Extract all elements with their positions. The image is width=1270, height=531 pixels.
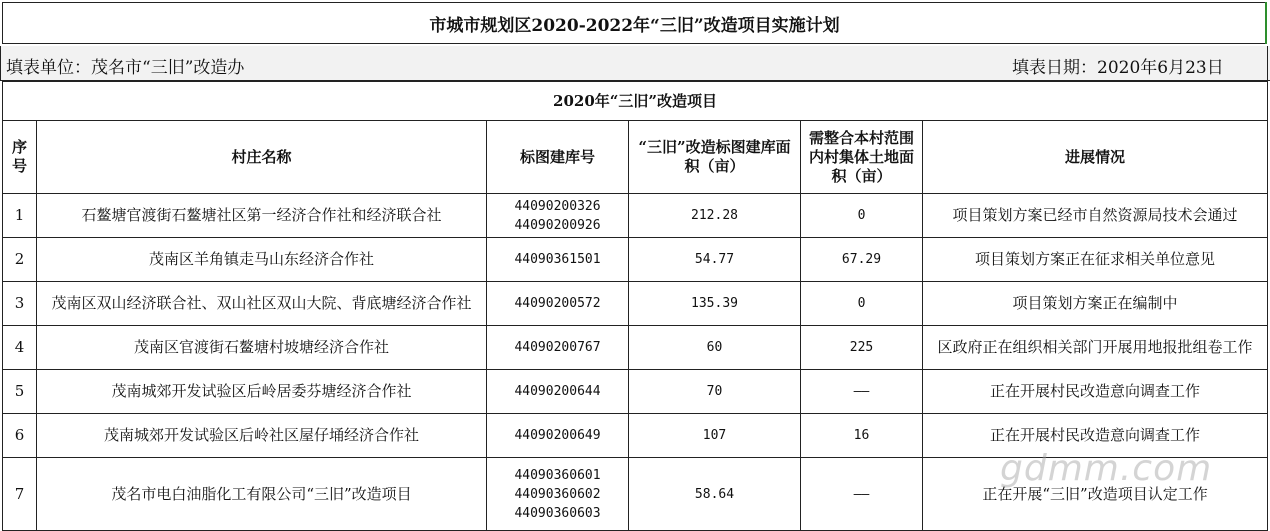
table-row <box>3 238 1268 282</box>
section-title-row <box>3 82 1268 121</box>
cell-area1: 70 <box>629 370 801 414</box>
cell-area1: 60 <box>629 326 801 370</box>
cell-area1: 54.77 <box>629 238 801 282</box>
unit-date-row <box>0 46 1270 81</box>
cell-codes <box>487 326 629 370</box>
cell-village: 茂南城郊开发试验区后岭社区屋仔埇经济合作社 <box>37 414 487 458</box>
cell-area1: 58.64 <box>629 458 801 531</box>
watermark: gdmm.com <box>1000 448 1213 489</box>
code-line: 44090200644 <box>514 384 601 399</box>
cell-village: 茂名市电白油脂化工有限公司“三旧”改造项目 <box>37 458 487 531</box>
cell-seq: 2 <box>3 238 37 282</box>
table-row <box>3 414 1268 458</box>
cell-seq: 5 <box>3 370 37 414</box>
code-line: 44090360602 <box>514 486 601 502</box>
header-area2: 需整合本村范围内村集体土地面积（亩） <box>801 121 923 194</box>
header-code: 标图建库号 <box>487 121 629 194</box>
header-village: 村庄名称 <box>37 121 487 194</box>
cell-area2: 16 <box>801 414 923 458</box>
cell-village: 茂南区羊角镇走马山东经济合作社 <box>37 238 487 282</box>
header-area1: “三旧”改造标图建库面积（亩） <box>629 121 801 194</box>
cell-progress: 正在开展村民改造意向调查工作 <box>923 370 1268 414</box>
cell-seq: 6 <box>3 414 37 458</box>
table-row <box>3 282 1268 326</box>
table-row <box>3 458 1268 531</box>
cell-village: 茂南区官渡街石鳌塘村坡塘经济合作社 <box>37 326 487 370</box>
code-line: 44090360601 <box>514 467 601 483</box>
cell-area1: 107 <box>629 414 801 458</box>
cell-codes <box>487 458 629 531</box>
header-seq: 序号 <box>3 121 37 194</box>
project-table <box>2 81 1268 531</box>
cell-area2: —— <box>801 370 923 414</box>
cell-area2: 0 <box>801 194 923 238</box>
code-line: 44090200572 <box>514 296 601 311</box>
date-label: 填表日期：2020年6月23日 <box>1012 58 1224 78</box>
divider <box>0 46 1 80</box>
sheet-title <box>2 2 1267 44</box>
cell-village: 茂南区双山经济联合社、双山社区双山大院、背底塘经济合作社 <box>37 282 487 326</box>
code-line: 44090361501 <box>514 252 601 267</box>
code-line: 44090200767 <box>514 340 601 355</box>
cell-village: 茂南城郊开发试验区后岭居委芬塘经济合作社 <box>37 370 487 414</box>
header-row <box>3 121 1268 194</box>
table-row <box>3 326 1268 370</box>
cell-progress: 项目策划方案正在征求相关单位意见 <box>923 238 1268 282</box>
cell-codes <box>487 370 629 414</box>
code-line: 44090200926 <box>514 217 601 233</box>
cell-progress: 项目策划方案正在编制中 <box>923 282 1268 326</box>
cell-selection-edge <box>1265 2 1267 44</box>
code-line: 44090200649 <box>514 428 601 443</box>
cell-area2: —— <box>801 458 923 531</box>
cell-progress: 项目策划方案已经市自然资源局技术会通过 <box>923 194 1268 238</box>
cell-progress: 区政府正在组织相关部门开展用地报批组卷工作 <box>923 326 1268 370</box>
cell-seq: 7 <box>3 458 37 531</box>
cell-area1: 135.39 <box>629 282 801 326</box>
cell-area2: 225 <box>801 326 923 370</box>
cell-village: 石鳌塘官渡街石鳌塘社区第一经济合作社和经济联合社 <box>37 194 487 238</box>
cell-area2: 67.29 <box>801 238 923 282</box>
cell-progress: 正在开展“三旧”改造项目认定工作 <box>923 458 1268 531</box>
unit-label: 填表单位：茂名市“三旧”改造办 <box>6 58 245 78</box>
code-line: 44090360603 <box>514 505 601 521</box>
title-text: 市城市规划区2020-2022年“三旧”改造项目实施计划 <box>429 15 840 36</box>
cell-codes <box>487 194 629 238</box>
cell-codes <box>487 282 629 326</box>
header-progress: 进展情况 <box>923 121 1268 194</box>
table-row <box>3 194 1268 238</box>
cell-seq: 3 <box>3 282 37 326</box>
cell-codes <box>487 414 629 458</box>
cell-progress: 正在开展村民改造意向调查工作 <box>923 414 1268 458</box>
section-title: 2020年“三旧”改造项目 <box>3 82 1268 121</box>
cell-area1: 212.28 <box>629 194 801 238</box>
cell-codes <box>487 238 629 282</box>
table-row <box>3 370 1268 414</box>
cell-seq: 4 <box>3 326 37 370</box>
cell-area2: 0 <box>801 282 923 326</box>
code-line: 44090200326 <box>514 198 601 214</box>
divider <box>1267 46 1268 80</box>
cell-seq: 1 <box>3 194 37 238</box>
